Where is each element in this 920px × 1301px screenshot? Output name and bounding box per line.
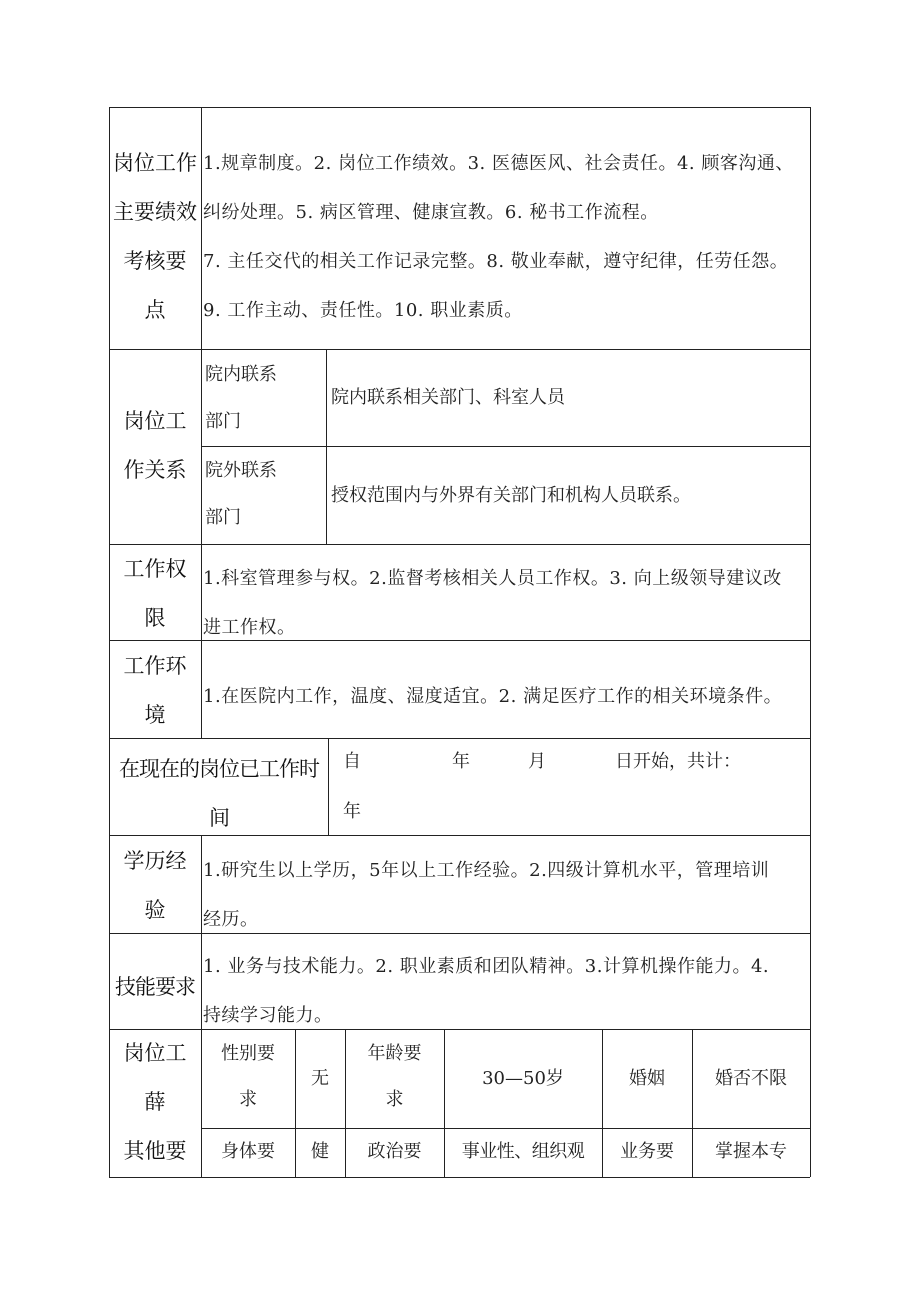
business-label: 业务要 [620,1141,674,1162]
internal-contact-label: 院内联系 部门 [205,364,277,432]
tenure-years: 年 [343,801,361,822]
duties-text: 1.规章制度。2. 岗位工作绩效。3. 医德医风、社会责任。4. 顾客沟通、 纠纷处理。5. 病区管理、健康宣教。6. 秘书工作流程。 7. 主任交代的相关工作记录完整。8. 敬业奉献，遵守纪律，任劳任怨。 9. 工作主动、责任性。10. 职业素质。 [203,153,794,321]
tenure-year: 年 [452,751,470,772]
health-label: 身体要 [221,1141,275,1162]
duties-label: 岗位工作 主要绩效 考核要 点 [113,151,197,322]
education-label: 学历经 验 [123,849,187,922]
external-contact-label: 院外联系 部门 [205,460,277,528]
marriage-label: 婚姻 [629,1068,665,1089]
table-border-top [109,107,810,108]
education-text: 1.研究生以上学历，5年以上工作经验。2.四级计算机水平，管理培训 经历。 [203,860,770,930]
table-border-bottom [109,1177,810,1178]
political-label: 政治要 [367,1141,422,1162]
health-value: 健 [311,1141,329,1162]
business-value: 掌握本专 [715,1141,787,1162]
age-label: 年龄要 求 [367,1043,422,1110]
other-requirements-label: 岗位工 薛 其他要 [123,1041,187,1163]
gender-value: 无 [311,1068,329,1089]
column-divider [201,835,202,1177]
environment-text: 1.在医院内工作，温度、湿度适宜。2. 满足医疗工作的相关环境条件。 [203,686,783,707]
tenure-month: 月 [528,751,546,772]
gender-label: 性别要 求 [221,1043,275,1110]
row-divider [109,349,810,350]
tenure-from: 自 [343,751,361,772]
skills-label: 技能要求 [115,975,195,999]
relations-label: 岗位工 作关系 [123,409,187,482]
political-value: 事业性、组织观 [461,1141,585,1162]
tenure-start-total: 日开始，共计： [615,751,741,772]
external-contact-text: 授权范围内与外界有关部门和机构人员联系。 [331,485,691,506]
column-divider [201,107,202,738]
tenure-label: 在现在的岗位已工作时 间 [119,757,319,830]
internal-contact-text: 院内联系相关部门、科室人员 [331,387,565,408]
age-value: 30—50岁 [482,1068,564,1089]
column-divider [326,349,327,544]
authority-label: 工作权 限 [123,557,187,630]
skills-text: 1. 业务与技术能力。2. 职业素质和团队精神。3.计算机操作能力。4. 持续学习能力。 [203,956,770,1026]
marriage-value: 婚否不限 [715,1068,787,1089]
row-divider [109,544,810,545]
environment-label: 工作环 境 [123,654,187,727]
authority-text: 1.科室管理参与权。2.监督考核相关人员工作权。3. 向上级领导建议改 进工作权。 [203,568,782,638]
